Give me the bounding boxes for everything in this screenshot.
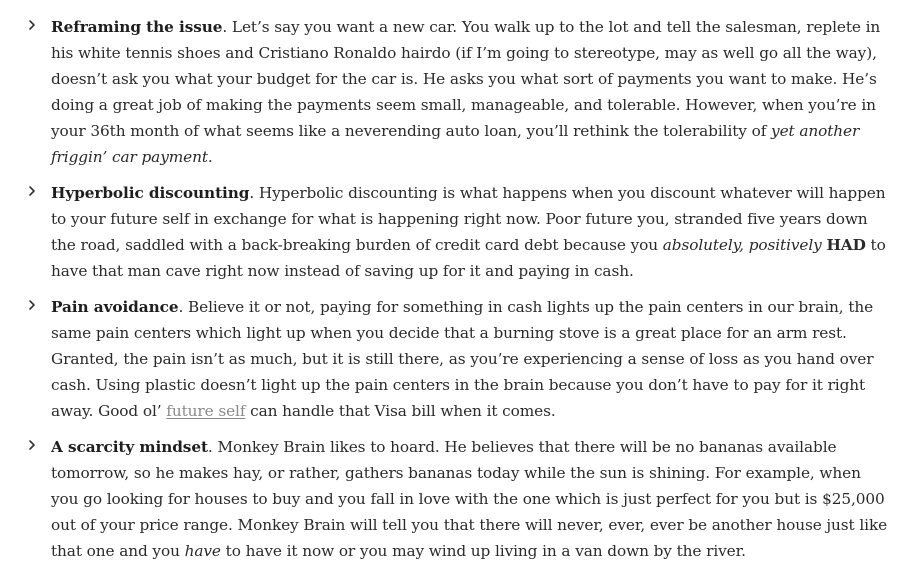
future-self-link[interactable]: future self [166,402,246,420]
item-text: . Hyperbolic discounting is what happens when you discount whatever will happen to your future self in exchange for what is happening right now. Poor future you, stranded five years down the road, saddled with a back-breaking burden of credit card debt because you [51,184,886,254]
item-text: . Monkey Brain likes to hoard. He believes that there will be no bananas available tomorrow, so he makes hay, or rather, gathers bananas today while the sun is shining. For example, when you go looking for houses to buy and you fall in love with the one which is just perfect for you but is $25,000 out of your price range. Monkey Brain will tell you that there will never, ever, ever be another house just like that one and you [51,438,888,560]
item-heading: Hyperbolic discounting [51,184,250,202]
chevron-right-icon [27,438,39,452]
chevron-right-icon [27,184,39,198]
item-emphasis: yet another friggin’ car payment [51,122,860,166]
article-body [0,14,906,574]
list-item [0,294,906,424]
item-text: . Let’s say you want a new car. You walk up to the lot and tell the salesman, replete in his white tennis shoes and Cristiano Ronaldo hairdo (if I’m going to stereotype, may as well go all the way), doesn’t ask you what your budget for the car is. He asks you what sort of payments you want to make. He’s doing a great job of making the payments seem small, manageable, and tolerable. However, when you’re in your 36th month of what seems like a neverending auto loan, you’ll rethink the tolerability of [51,18,881,140]
item-heading: Reframing the issue [51,18,223,36]
item-text-end: to have that man cave right now instead of saving up for it and paying in cash. [51,236,886,280]
chevron-right-icon [27,298,39,312]
item-strong: HAD [826,236,866,254]
list-item [0,14,906,170]
list-item [0,180,906,284]
item-text: . Believe it or not, paying for something in cash lights up the pain centers in our brain, the same pain centers which light up when you decide that a burning stove is a great place for an arm rest. Granted, the pain isn’t as much, but it is still there, as you’re experiencing a sense of loss as you hand over cash. Using plastic doesn’t light up the pain centers in the brain because you don’t have to pay for it right away. Good ol’ [51,298,874,420]
item-heading: A scarcity mindset [51,438,208,456]
item-emphasis: have [184,542,221,560]
item-emphasis: absolutely, positively [662,236,822,254]
item-text-end: can handle that Visa bill when it comes. [245,402,556,420]
list-item [0,434,906,564]
item-heading: Pain avoidance [51,298,179,316]
chevron-right-icon [27,18,39,32]
bullet-list [0,14,906,564]
item-text-end: . [207,148,213,166]
item-text-end: to have it now or you may wind up living in a van down by the river. [220,542,746,560]
